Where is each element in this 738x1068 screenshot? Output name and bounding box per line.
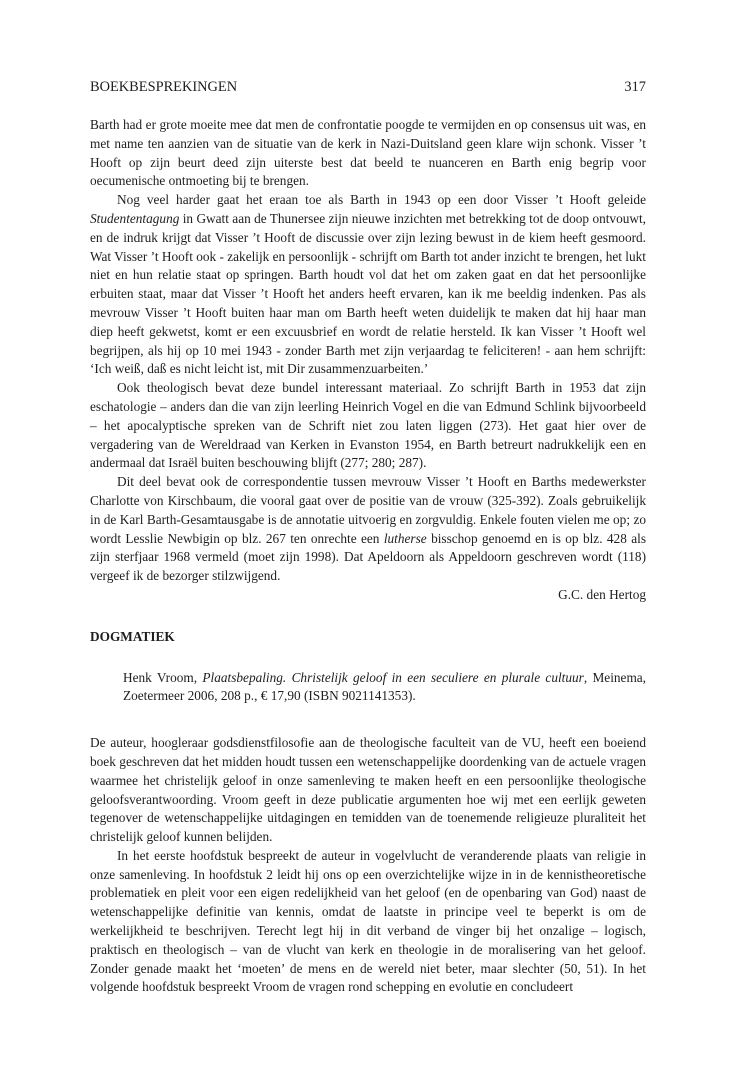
review-1-paragraph-4-emphasis: lutherse [383,530,427,546]
review-1-paragraph-2-start: Nog veel harder gaat het eraan toe als Barth in 1943 op een door Visser ’t Hooft geleide [117,192,646,208]
review-1-paragraph-2 [90,191,646,379]
running-head-section: BOEKBESPREKINGEN [90,79,238,95]
review-2-paragraph-2: In het eerste hoofdstuk bespreekt de auteur in vogelvlucht de veranderende plaats van religie in onze samenleving. In hoofdstuk 2 leidt hij ons op een overzichtelijke wijze in in de kennistheoretische problematiek en pleit voor een eigen redelijkheid van het geloof (en de openbaring van God) naast de wetenschappelijke definitie van kennis, omdat de laatste in principe veel te beperkt is om de werkelijkheid te beschrijven. Terecht legt hij in dit verband de vinger bij het onzalige – logisch, praktisch en theologisch – van de vlucht van kerk en theologie in de moralisering van het geloof. Zonder genade maakt het ‘moeten’ de mens en de wereld niet beter, maar slechter (50, 51). In het volgende hoofdstuk bespreekt Vroom de vragen rond schepping en evolutie en concludeert [90,847,646,995]
reviewer-signature: G.C. den Hertog [558,586,646,602]
book-title: Plaatsbepaling. Christelijk geloof in een seculiere en plurale cultuur [202,669,584,685]
review-1-paragraph-3: Ook theologisch bevat deze bundel interessant materiaal. Zo schrijft Barth in 1953 dat zijn eschatologie – anders dan die van zijn leerling Heinrich Vogel en die van Edmund Schlink bijvoorbeeld – het apocalyptische spreken van de Schrift niet zou laten liggen (273). Het gaat hier over de vergadering van de Wereldraad van Kerken in Evanston 1954, en Barth betreurt nadrukkelijk een en andermaal dat Israël buiten beschouwing blijft (277; 280; 287). [90,380,646,471]
review-2-paragraph-1: De auteur, hoogleraar godsdienstfilosofie aan de theologische faculteit van de VU, heeft een boeiend boek geschreven dat het midden houdt tussen een wetenschappelijke doordenking van de actuele vragen waarmee het christelijk geloof in onze samenleving te maken heeft en een persoonlijke theologische geloofsverantwoording. Vroom geeft in deze publicatie argumenten hoe wij met een eerlijk geweten tegenover de wetenschappelijke uitdagingen en temidden van de toenemende religieuze pluraliteit het christelijk geloof kunnen belijden. [90,735,646,845]
review-1-paragraph-4-end: bisschop genoemd en is op blz. 428 als zijn sterfjaar 1968 vermeld (moet zijn 1998). Dat Apeldoorn als Appeldoorn geschreven wordt (118) vergeef ik de bezorger stilzwijgend. [90,530,647,584]
review-1-paragraph-1: Barth had er grote moeite mee dat men de confrontatie poogde te vermijden en op consensus uit was, en met name ten aanzien van de situatie van de kerk in Nazi-Duitsland geen klare wijn schonk. Visser ’t Hooft op zijn beurt deed zijn uiterste best dat beeld te nuanceren en Barth enig begrip voor oecumenische ontmoeting bij te brengen. [90,117,646,189]
review-1-paragraph-4 [90,473,646,586]
review-1-paragraph-2-end: in Gwatt aan de Thunersee zijn nieuwe inzichten met betrekking tot de doop ontvouwt, en de indruk krijgt dat Visser ’t Hooft de discussie over zijn lezing bewust in de kiem heeft gesmoord. Wat Visser ’t Hooft ook - zakelijk en persoonlijk - schrijft om Barth tot ander inzicht te brengen, het lukt niet en hun relatie staat op springen. Barth houdt vol dat het om zaken gaat en dat het persoonlijke erbuiten staat, maar dat Visser ’t Hooft het anders heeft ervaren, kan ik me beeldig indenken. Pas als mevrouw Visser ’t Hooft buiten haar man om Barth heeft weten duidelijk te maken dat hij haar man diep heeft gekwetst, komt er een excuusbrief en wordt de relatie hersteld. Ik kan Visser ’t Hooft wel begrijpen, als hij op 10 mei 1943 - zonder Barth met zijn verjaardag te feliciteren! - aan hem schrijft: ‘Ich weiß, daß es nicht leicht ist, mit Dir zusammenzuarbeiten.’ [90,210,646,377]
page-number: 317 [624,79,646,95]
review-1-paragraph-2-emphasis: Studententagung [90,210,180,226]
book-author: Henk Vroom, [123,669,203,685]
section-heading: DOGMATIEK [90,628,175,644]
book-details: , Meinema, Zoetermeer 2006, 208 p., € 17,90 (ISBN 9021141353). [123,669,647,704]
review-2 [90,734,646,997]
page [90,74,646,997]
running-head [90,74,646,100]
review-1 [90,116,646,586]
review-1-paragraph-4-start: Dit deel bevat ook de correspondentie tussen mevrouw Visser ’t Hooft en Barths medewerkster Charlotte von Kirschbaum, die vooral gaat over de positie van de vrouw (325-392). Zoals gebruikelijk in de Karl Barth-Gesamtausgabe is de annotatie uitvoerig en zorgvuldig. Enkele fouten vielen me op; zo wordt Lesslie Newbigin op blz. 267 ten onrechte een [90,474,646,546]
book-reference [90,669,646,707]
